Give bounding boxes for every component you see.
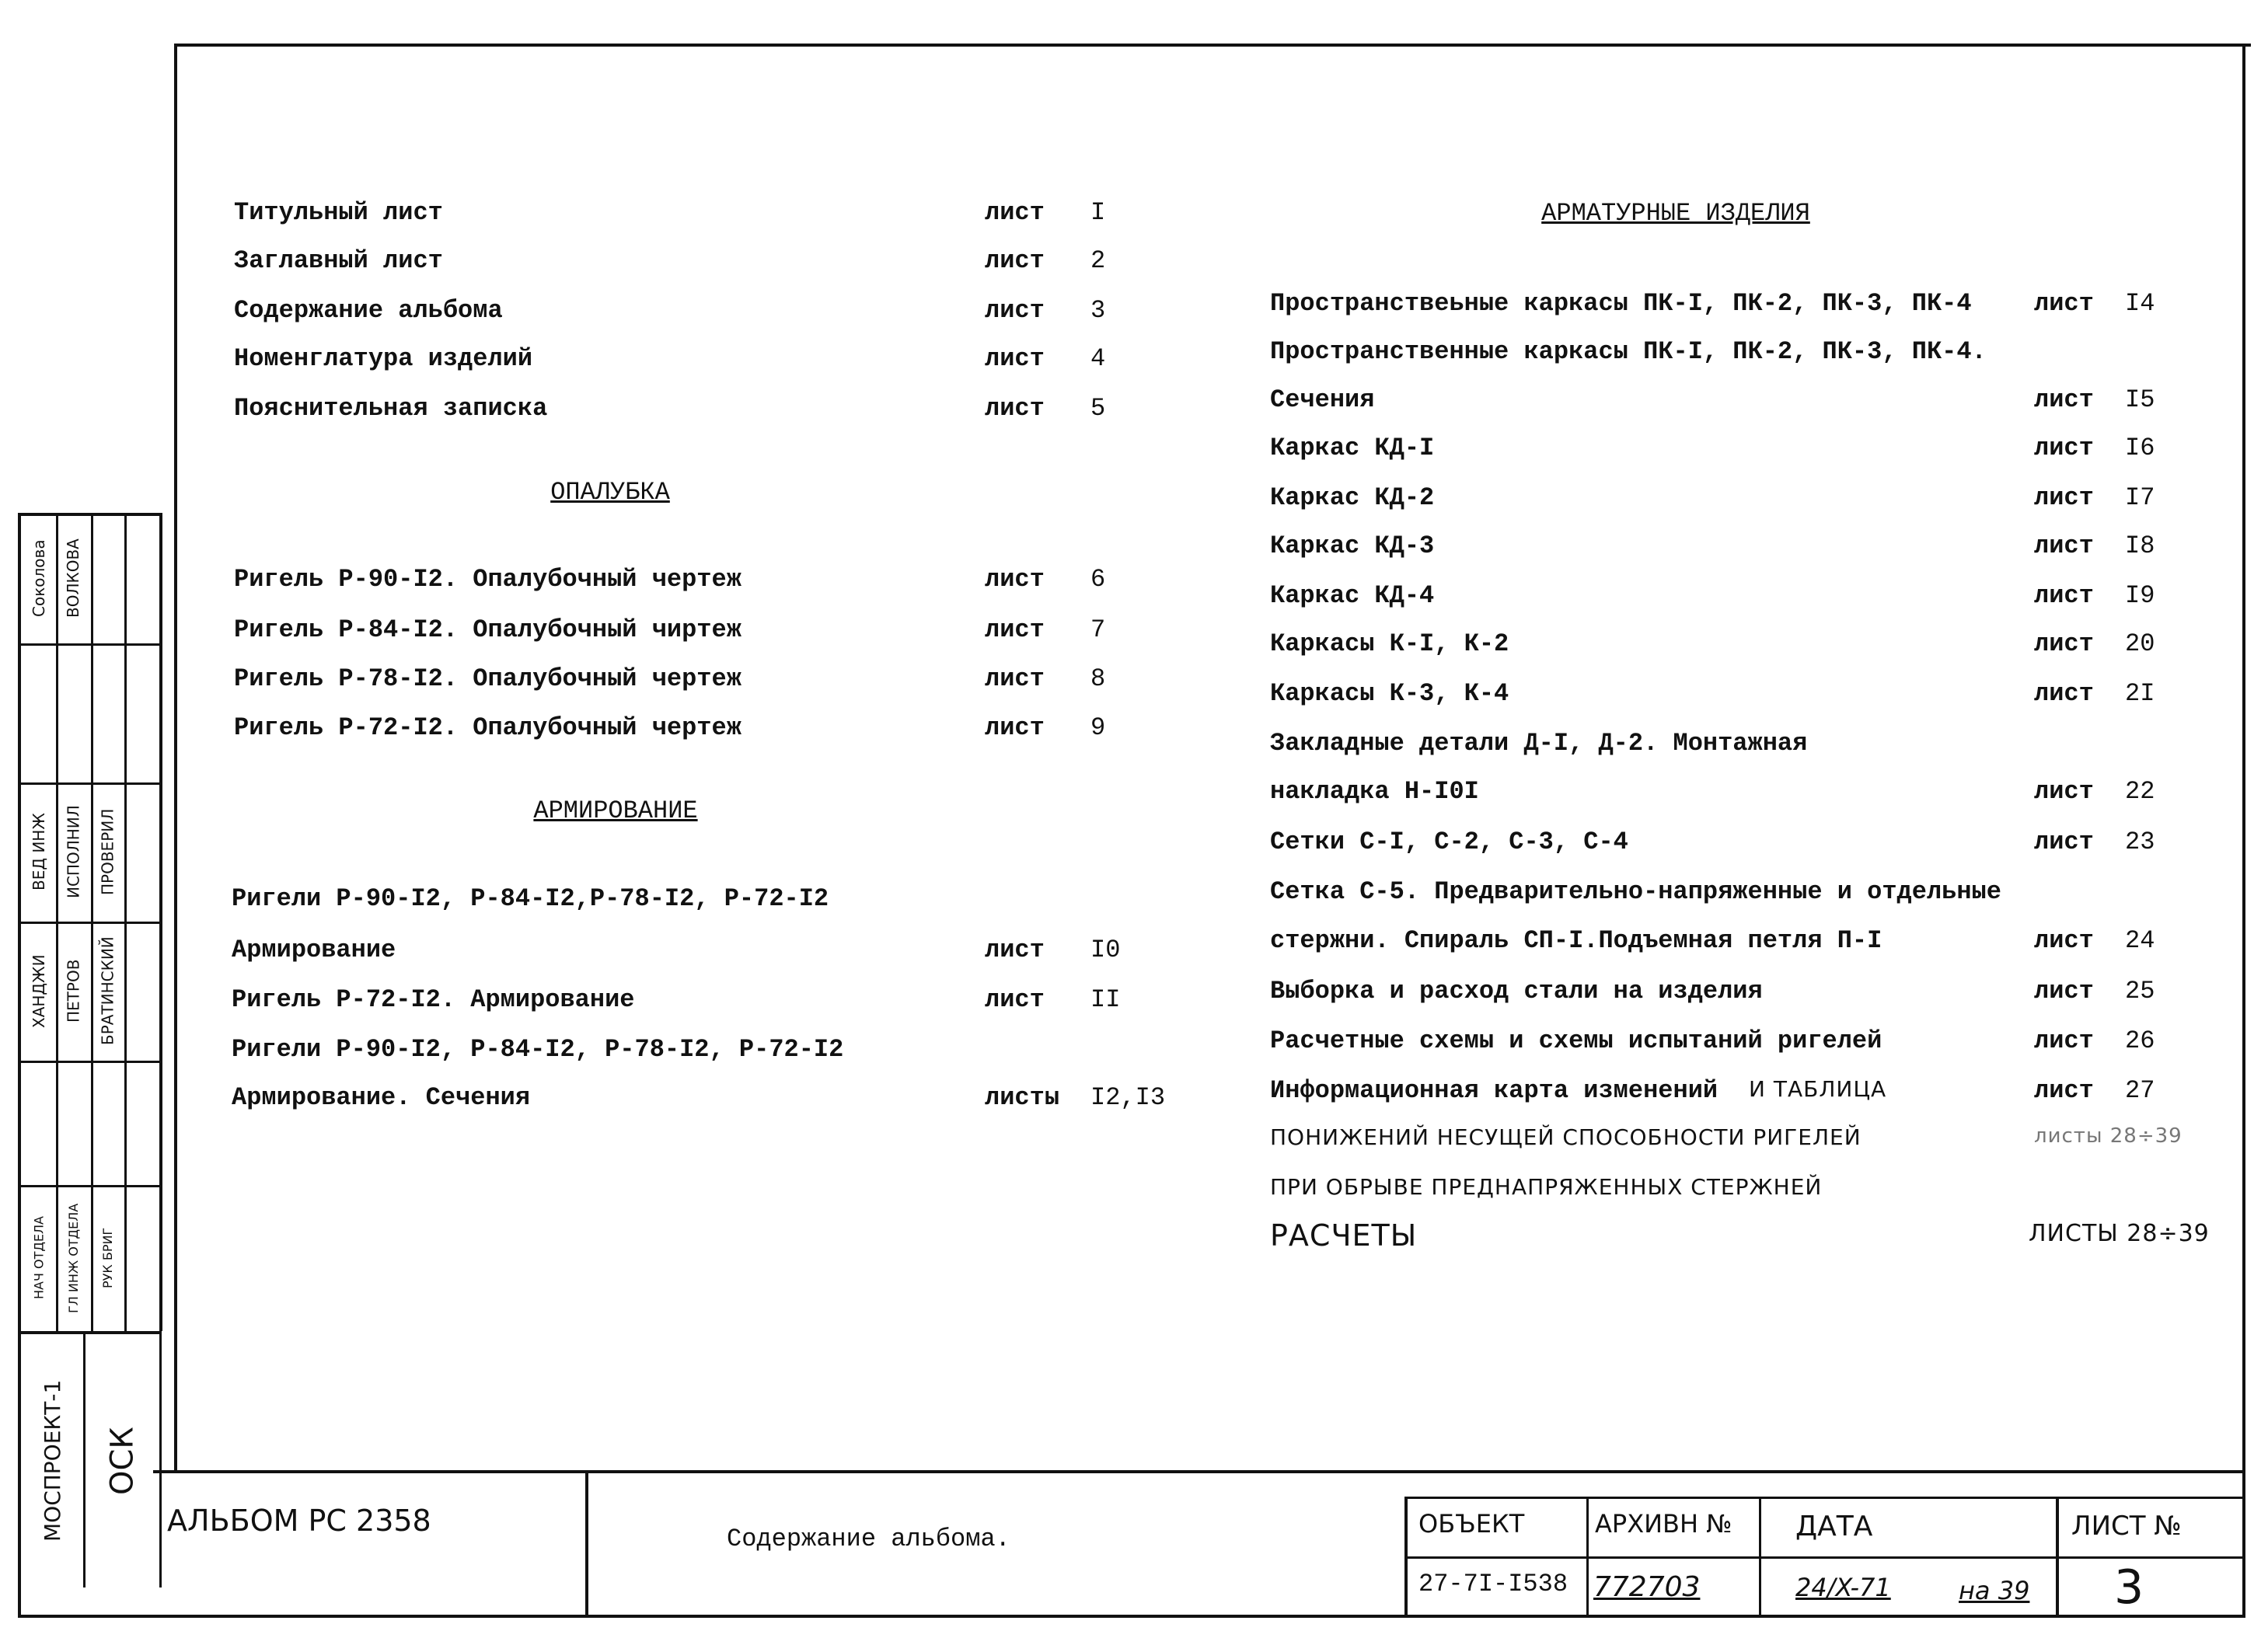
toc-item-sheet-number: 24 [2125,926,2155,955]
toc-item-sheet-label: лист [2034,289,2094,318]
section-formwork-heading: ОПАЛУБКА [550,478,670,507]
handwritten-line2: ПРИ ОБРЫВЕ ПРЕДНАПРЯЖЕННЫХ СТЕРЖНЕЙ [1270,1174,1823,1200]
toc-item-sheet-label: лист [985,344,1045,373]
toc-item-sheet-number: 3 [1090,296,1106,325]
handwritten-table-suffix: И ТАБЛИЦА [1749,1076,1887,1102]
toc-item-title: Сечения [1270,385,1375,414]
toc-item-title: Номенглатура изделий [234,344,533,373]
toc-item-title: Каркасы К-3, К-4 [1270,679,1509,708]
sheet-number-value: 3 [2114,1560,2144,1615]
toc-item-sheet-label: лист [2034,828,2094,856]
section-reinforcement-heading: АРМИРОВАНИЕ [533,796,698,825]
toc-item-sheet-number: 20 [2125,629,2155,658]
toc-item-sheet-number: II [1090,985,1121,1014]
toc-item-sheet-number: 8 [1090,664,1106,693]
object-value: 27-7I-I538 [1418,1570,1568,1598]
frame-left [174,44,177,1473]
toc-item-sheet-label: лист [2034,581,2094,610]
stamp-organization: МОСПРОЕКТ-1 [40,1379,65,1542]
toc-item-title: Каркас КД-4 [1270,581,1435,610]
toc-item-sheet-number: 27 [2125,1076,2155,1105]
frame-right [2242,44,2245,1618]
stamp-role: НАЧ ОТДЕЛА [31,1216,47,1300]
toc-item-title: Сетка С-5. Предварительно-напряженные и отдельные [1270,877,2001,906]
toc-item-sheet-label: лист [985,296,1045,325]
toc-item-sheet-label: лист [985,394,1045,423]
stamp-name: ПЕТРОВ [64,959,83,1023]
toc-item-sheet-label: лист [985,615,1045,644]
toc-item-sheet-label: лист [985,198,1045,227]
toc-item-sheet-label: лист [985,985,1045,1014]
stamp-role: ИСПОЛНИЛ [64,805,83,899]
toc-item-sheet-label: лист [2034,977,2094,1005]
toc-item-sheet-number: 26 [2125,1026,2155,1055]
archive-label: АРХИВН № [1595,1509,1732,1539]
toc-item-title: Пространственные каркасы ПК-I, ПК-2, ПК-3, ПК-4. [1270,337,1987,366]
sheet-title: Содержание альбома. [727,1525,1010,1553]
divider [2056,1497,2059,1616]
handwritten-line1-ref: листы 28÷39 [2034,1124,2183,1148]
toc-item-title: Заглавный лист [234,246,443,275]
toc-item-sheet-number: I0 [1090,936,1121,964]
toc-item-title: накладка Н-I0I [1270,777,1479,806]
stamp-line [18,1061,162,1063]
stamp-line [18,643,162,646]
toc-item-title: Титульный лист [234,198,443,227]
section-rebar-heading: АРМАТУРНЫЕ ИЗДЕЛИЯ [1541,199,1810,228]
toc-item-sheet-number: 7 [1090,615,1106,644]
toc-item-title: Ригели Р-90-I2, Р-84-I2,Р-78-I2, Р-72-I2 [232,884,829,913]
toc-item-title: Расчетные схемы и схемы испытаний ригелей [1270,1026,1882,1055]
toc-item-sheet-label: лист [2034,483,2094,512]
toc-item-sheet-label: лист [2034,1026,2094,1055]
toc-item-sheet-number: I2,I3 [1090,1083,1166,1112]
date-label: ДАТА [1795,1511,1873,1542]
toc-item-sheet-label: лист [2034,926,2094,955]
toc-item-title: Ригель Р-90-I2. Опалубочный чертеж [234,565,741,594]
toc-item-title: Информационная карта изменений [1270,1076,1718,1105]
toc-item-sheet-number: 6 [1090,565,1106,594]
title-block-top [153,1470,2245,1473]
stamp-role: ГЛ ИНЖ ОТДЕЛА [66,1203,81,1313]
toc-item-sheet-label: лист [2034,679,2094,708]
archive-value: 772703 [1593,1571,1701,1603]
toc-item-title: Ригель Р-72-I2. Армирование [232,985,635,1014]
toc-item-sheet-number: I6 [2125,434,2155,462]
toc-item-title: Пространствеьные каркасы ПК-I, ПК-2, ПК-3, ПК-4 [1270,289,1972,318]
album-number: АЛЬБОМ РС 2358 [167,1504,431,1538]
toc-item-title: Каркас КД-I [1270,434,1435,462]
stamp-name: БРАТИНСКИЙ [98,936,117,1046]
toc-item-title: Закладные детали Д-I, Д-2. Монтажная [1270,729,1808,758]
frame-bottom [18,1615,2245,1618]
toc-item-sheet-label: листы [985,1083,1060,1112]
toc-item-sheet-label: лист [985,936,1045,964]
toc-item-title: Пояснительная записка [234,394,548,423]
toc-item-sheet-number: I9 [2125,581,2155,610]
sheet-number-label: ЛИСТ № [2071,1511,2182,1542]
divider [585,1470,588,1616]
stamp-name: ВОЛКОВА [64,538,82,618]
toc-item-sheet-number: I [1090,198,1106,227]
toc-item-title: Сетки С-I, С-2, С-3, С-4 [1270,828,1628,856]
stamp-left-edge [18,513,21,1616]
toc-item-sheet-number: 2 [1090,246,1106,275]
toc-item-sheet-label: лист [985,713,1045,742]
toc-item-title: Ригель Р-84-I2. Опалубочный чиртеж [234,615,741,644]
toc-item-sheet-number: 23 [2125,828,2155,856]
stamp-role: ВЕД ИНЖ [30,813,48,891]
toc-item-sheet-label: лист [2034,434,2094,462]
frame-top [176,44,2251,47]
divider [1759,1497,1761,1616]
stamp-role: РУК БРИГ [100,1227,115,1289]
toc-item-sheet-number: 5 [1090,394,1106,423]
toc-item-sheet-number: I5 [2125,385,2155,414]
toc-item-title: Выборка и расход стали на изделия [1270,977,1763,1005]
toc-item-title: Армирование. Сечения [232,1083,531,1112]
toc-item-sheet-label: лист [985,246,1045,275]
toc-item-title: Ригель Р-72-I2. Опалубочный чертеж [234,713,741,742]
date-value: 24/X-71 [1795,1573,1891,1602]
stamp-name: Соколова [30,539,48,617]
toc-item-sheet-label: лист [2034,385,2094,414]
handwritten-line3-ref: ЛИСТЫ 28÷39 [2029,1220,2210,1247]
total-sheets: на 39 [1959,1576,2030,1605]
divider [1404,1556,2245,1559]
toc-item-title: Каркас КД-2 [1270,483,1435,512]
toc-item-sheet-label: лист [985,664,1045,693]
object-label: ОБЪЕКТ [1418,1509,1525,1539]
toc-item-sheet-number: 2I [2125,679,2155,708]
divider [1404,1497,2245,1499]
stamp-department: ОСК [104,1427,141,1495]
toc-item-sheet-label: лист [985,565,1045,594]
toc-item-sheet-label: лист [2034,1076,2094,1105]
toc-item-sheet-number: 22 [2125,777,2155,806]
toc-item-sheet-label: лист [2034,777,2094,806]
stamp-line [159,1331,162,1587]
stamp-name: ХАНДЖИ [30,954,48,1028]
toc-item-title: Армирование [232,936,396,964]
toc-item-title: Содержание альбома [234,296,503,325]
toc-item-sheet-number: I8 [2125,531,2155,560]
toc-item-sheet-label: лист [2034,629,2094,658]
handwritten-line3: РАСЧЕТЫ [1270,1218,1418,1253]
toc-item-sheet-number: 25 [2125,977,2155,1005]
handwritten-line1: ПОНИЖЕНИЙ НЕСУЩЕЙ СПОСОБНОСТИ РИГЕЛЕЙ [1270,1124,1862,1150]
toc-item-title: Каркасы К-I, К-2 [1270,629,1509,658]
toc-item-title: Ригель Р-78-I2. Опалубочный чертеж [234,664,741,693]
toc-item-title: Ригели Р-90-I2, Р-84-I2, Р-78-I2, Р-72-I2 [232,1035,844,1064]
divider [1586,1497,1589,1616]
toc-item-sheet-number: I4 [2125,289,2155,318]
toc-item-sheet-number: 9 [1090,713,1106,742]
stamp-role: ПРОВЕРИЛ [98,808,117,896]
toc-item-sheet-number: I7 [2125,483,2155,512]
toc-item-sheet-label: лист [2034,531,2094,560]
toc-item-title: стержни. Спираль СП-I.Подъемная петля П-I [1270,926,1882,955]
toc-item-title: Каркас КД-3 [1270,531,1435,560]
toc-item-sheet-number: 4 [1090,344,1106,373]
